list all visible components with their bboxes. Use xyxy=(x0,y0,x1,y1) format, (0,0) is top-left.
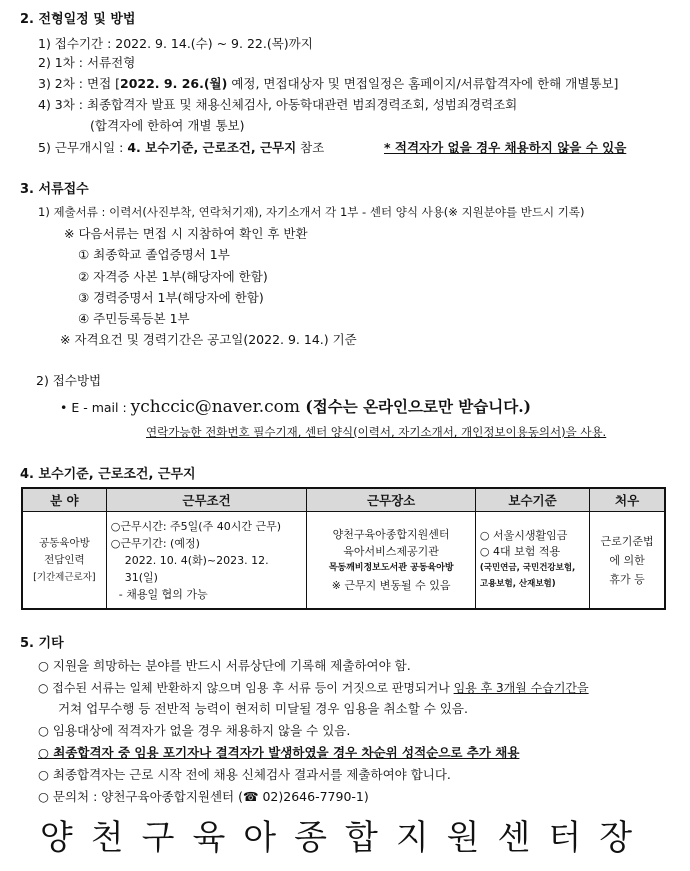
misc-item-4: ○ 최종합격자 중 임용 포기자나 결격자가 발생하였을 경우 차순위 성적순으로 추가 채용 xyxy=(38,745,520,760)
condition-line: ○근무기간: (예정) xyxy=(110,536,200,550)
misc-item-5: ○ 최종합격자는 근로 시작 전에 채용 신체검사 결과서를 제출하여야 합니다. xyxy=(38,767,451,782)
place-line: 육아서비스제공기관 xyxy=(343,545,439,558)
cell-treatment xyxy=(590,512,665,610)
field-line: 공동육아방 xyxy=(39,536,90,549)
email-address[interactable]: ychccic@naver.com xyxy=(130,397,301,417)
section-2-heading: 2. 전형일정 및 방법 xyxy=(20,12,136,27)
documents-line: 1) 제출서류 : 이력서(사진부착, 연락처기재), 자기소개서 각 1부 - 센터 양식 사용(※ 지원분야를 반드시 기록) xyxy=(38,205,585,219)
schedule-line-3-c: 예정, 면접대상자 및 면접일정은 홈페이지/서류합격자에 한해 개별통보] xyxy=(227,76,619,91)
header-place: 근무장소 xyxy=(307,488,476,512)
section-5-heading: 5. 기타 xyxy=(20,636,64,651)
section-4-heading: 4. 보수기준, 근로조건, 근무지 xyxy=(20,467,196,482)
submission-method-label: 2) 접수방법 xyxy=(36,373,102,388)
misc-item-3: ○ 임용대상에 적격자가 없을 경우 채용하지 않을 수 있음. xyxy=(38,723,351,738)
section-3-heading: 3. 서류접수 xyxy=(20,182,89,197)
misc-item-2-a: ○ 접수된 서류는 일체 반환하지 않으며 임용 후 서류 등이 거짓으로 판명되거나 xyxy=(38,681,454,695)
cell-conditions xyxy=(106,512,307,610)
qualification-note: ※ 자격요건 및 경력기간은 공고일(2022. 9. 14.) 기준 xyxy=(60,332,357,347)
table-row xyxy=(22,512,665,610)
field-line: 전담인력 xyxy=(44,553,85,566)
schedule-line-5 xyxy=(38,140,324,156)
start-date-ref-suffix: 참조 xyxy=(296,140,325,155)
online-only-note: (접수는 온라인으로만 받습니다.) xyxy=(300,397,531,416)
schedule-line-3 xyxy=(38,76,618,92)
doc-item-3: ③ 경력증명서 1부(해당자에 한함) xyxy=(78,290,264,305)
schedule-line-3-a: 3) 2차 : 면접 [ xyxy=(38,76,120,91)
header-pay: 보수기준 xyxy=(475,488,589,512)
treatment-line: 에 의한 xyxy=(609,553,645,567)
email-line xyxy=(60,396,531,419)
doc-item-4: ④ 주민등록등본 1부 xyxy=(78,311,190,326)
doc-item-1: ① 최종학교 졸업증명서 1부 xyxy=(78,247,230,262)
misc-item-1: ○ 지원을 희망하는 분야를 반드시 서류상단에 기록해 제출하여야 함. xyxy=(38,658,411,673)
schedule-line-4: 4) 3차 : 최종합격자 발표 및 채용신체검사, 아동학대관련 범죄경력조회, 성범죄경력조회 xyxy=(38,97,518,112)
schedule-line-1: 1) 접수기간 : 2022. 9. 14.(수) ~ 9. 22.(목)까지 xyxy=(38,36,313,51)
condition-line: ○근무시간: 주5일(주 40시간 근무) xyxy=(110,519,282,533)
header-field: 분 야 xyxy=(22,488,106,512)
header-treatment: 처우 xyxy=(590,488,665,512)
field-line: [기간제근로자] xyxy=(33,571,96,583)
misc-item-2 xyxy=(38,680,589,696)
start-date-label: 5) 근무개시일 : xyxy=(38,140,128,155)
treatment-line: 휴가 등 xyxy=(609,572,645,586)
pay-line: ○ 4대 보험 적용 xyxy=(479,545,561,558)
doc-item-2: ② 자격증 사본 1부(해당자에 한함) xyxy=(78,269,268,284)
schedule-line-4b: (합격자에 한하여 개별 통보) xyxy=(90,118,245,133)
schedule-line-2: 2) 1차 : 서류전형 xyxy=(38,55,136,70)
condition-line: 2022. 10. 4(화)~2023. 12. 31(일) xyxy=(124,553,269,584)
misc-item-6: ○ 문의처 : 양천구육아종합지원센터 (☎ 02)2646-7790-1) xyxy=(38,789,369,804)
start-date-ref: 4. 보수기준, 근로조건, 근무지 xyxy=(127,140,297,155)
interview-docs-note: ※ 다음서류는 면접 시 지참하여 확인 후 반환 xyxy=(64,226,308,241)
interview-date: 2022. 9. 26.(월) xyxy=(120,76,228,91)
table-header-row xyxy=(22,488,665,512)
contact-requirement: 연락가능한 전화번호 필수기재, 센터 양식(이력서, 자기소개서, 개인정보이용동의서)을 사용. xyxy=(146,425,607,439)
condition-line: - 채용일 협의 가능 xyxy=(118,587,208,601)
cell-pay xyxy=(475,512,589,610)
place-line: ※ 근무지 변동될 수 있음 xyxy=(331,579,451,592)
treatment-line: 근로기준법 xyxy=(600,534,654,548)
pay-line: 고용보험, 산재보험) xyxy=(479,579,556,589)
cell-place xyxy=(307,512,476,610)
no-hire-warning: * 적격자가 없을 경우 채용하지 않을 수 있음 xyxy=(384,140,627,155)
email-label: • E - mail : xyxy=(60,400,131,415)
place-line: 목동깨비정보도서관 공동육아방 xyxy=(328,563,454,573)
pay-conditions-table xyxy=(21,487,666,610)
cell-field xyxy=(22,512,106,610)
place-line: 양천구육아종합지원센터 xyxy=(332,528,450,541)
issuer-signature: 양천구육아종합지원센터장 xyxy=(39,818,651,858)
misc-item-2-cont: 거쳐 업무수행 등 전반적 능력이 현저히 미달될 경우 임용을 취소할 수 있음. xyxy=(58,701,468,716)
pay-line: ○ 서울시생활임금 xyxy=(479,529,568,542)
pay-line: (국민연금, 국민건강보험, xyxy=(479,563,576,573)
header-conditions: 근무조건 xyxy=(106,488,307,512)
probation-period: 임용 후 3개월 수습기간을 xyxy=(453,681,589,695)
